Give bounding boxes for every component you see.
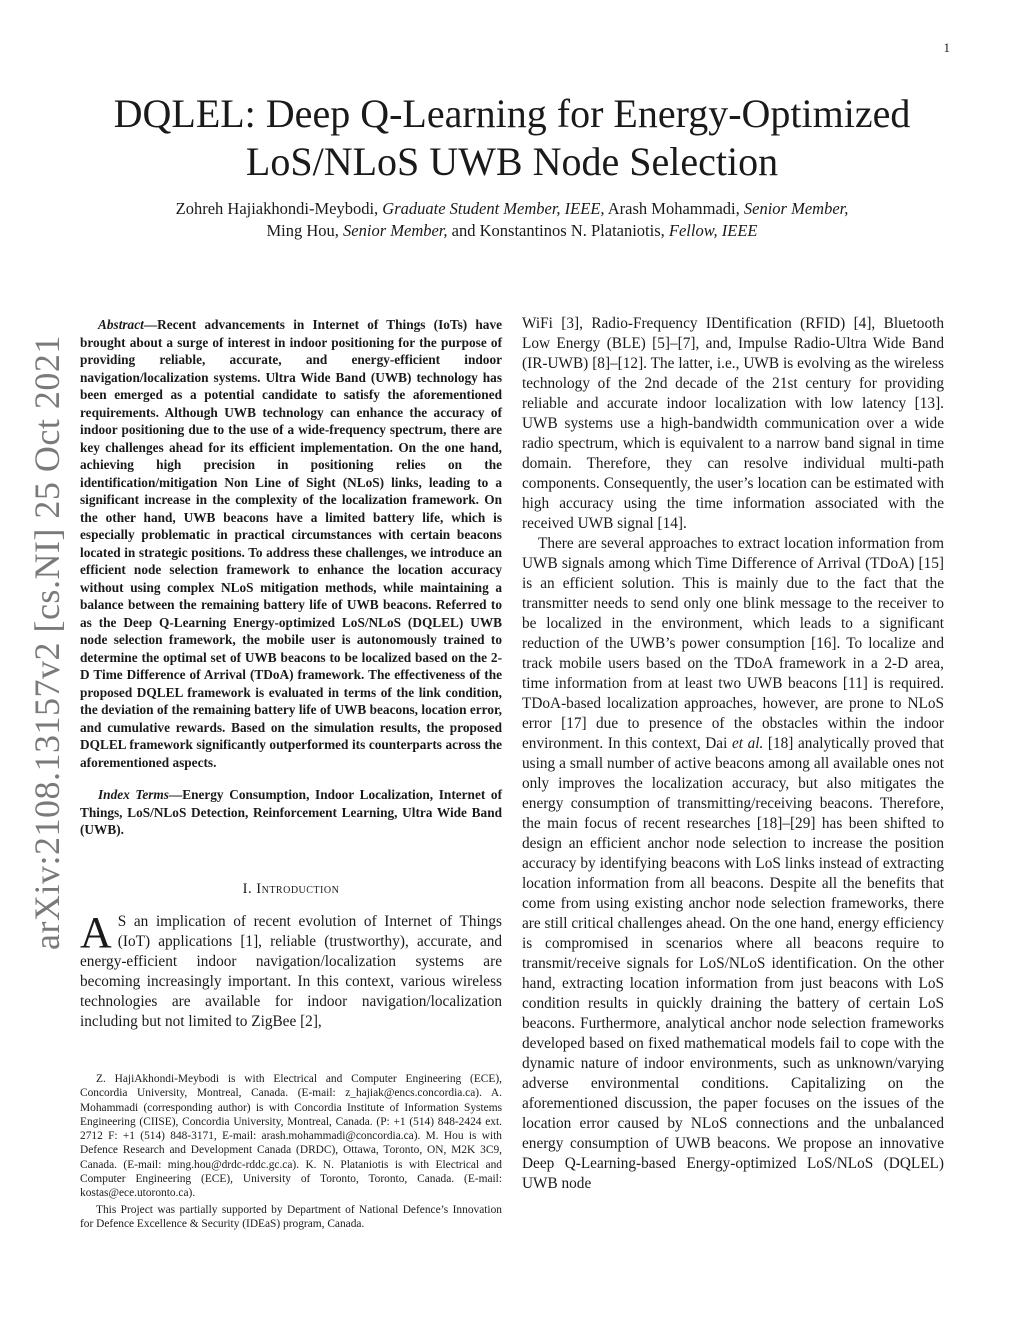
abstract-text: —Recent advancements in Internet of Things (IoTs) have brought about a surge of interest in indoor positioning for the purpose of providing reliable, accurate, and energy-efficient indoor navigation/localization systems. Ultra Wide Band (UWB) technology has been emerged as a potential candidate to satisfy the aforementioned requirements. Although UWB technology can enhance the accuracy of indoor positioning due to the use of a wide-frequency spectrum, there are key challenges ahead for its efficient implementation. On the one hand, achieving high precision in positioning relies on the identification/mitigation Non Line of Sight (NLoS) links, leading to a significant increase in the complexity of the localization framework. On the other hand, UWB beacons have a limited battery life, which is especially problematic in practical circumstances with certain beacons located in strategic positions. To address these challenges, we introduce an efficient node selection framework to enhance the location accuracy without using complex NLoS mitigation methods, while maintaining a balance between the remaining battery life of UWB beacons. Referred to as the Deep Q-Learning Energy-optimized LoS/NLoS (DQLEL) UWB node selection framework, the mobile user is autonomously trained to determine the optimal set of UWB beacons to be localized based on the 2-D Time Difference of Arrival (TDoA) framework. The effectiveness of the proposed DQLEL framework is evaluated in terms of the link condition, the deviation of the remaining battery life of UWB beacons, location error, and cumulative rewards. Based on the simulation results, the proposed DQLEL framework significantly outperformed its counterparts across the aforementioned aspects. [80, 317, 502, 770]
title-line-2: LoS/NLoS UWB Node Selection [245, 139, 779, 184]
left-column [80, 316, 502, 1047]
footnote-funding: This Project was partially supported by Department of National Defence’s Innovation for Defence Excellence & Security (IDEaS) program, Canada. [80, 1203, 502, 1230]
author-list [60, 198, 964, 242]
author-line-1 [60, 198, 964, 220]
body-text-segment: [18] analytically proved that using a small number of active beacons among all available ones not only improves the localization accuracy, but also mitigates the energy consumption of transmitting/receiving beacons. Therefore, the main focus of recent researches [18]–[29] has been shifted to design an efficient anchor node selection to increase the position accuracy by identifying beacons with LoS links instead of extracting location information from all beacons. Despite all the benefits that come from using existing anchor node selection frameworks, there are still critical challenges ahead. On the one hand, energy efficiency is compromised in scenarios where all beacons require to transmit/receive signals for LoS/NLoS identification. On the other hand, extracting location information from just beacons with LoS condition results in quickly draining the battery of certain LoS beacons. Furthermore, analytical anchor node selection frameworks developed based on fixed mathematical models fail to cope with the dynamic nature of indoor environments, such as unknown/varying adverse environmental conditions. Capitalizing on the aforementioned discussion, the paper focuses on the issues of the location error caused by NLoS connections and the unbalanced energy consumption of UWB beacons. We propose an innovative Deep Q-Learning-based Energy-optimized LoS/NLoS (DQLEL) UWB node [522, 735, 944, 1192]
body-text-segment: There are several approaches to extract location information from UWB signals among which Time Difference of Arrival (TDoA) [15] is an efficient solution. This is mainly due to the fact that the transmitter needs to send only one blink message to the receiver to be localized in the environment, which leads to a significant reduction of the UWB’s power consumption [16]. To localize and track mobile users based on the TDoA framework in a 2-D area, time information from at least two UWB beacons [11] is required. TDoA-based localization approaches, however, are prone to NLoS error [17] due to presence of the obstacles within the indoor environment. In this context, Dai [522, 535, 944, 752]
section-heading [80, 881, 502, 898]
abstract-lead: Abstract [98, 317, 144, 332]
arxiv-identifier-watermark: arXiv:2108.13157v2 [cs.NI] 25 Oct 2021 [27, 335, 67, 950]
title-line-1: DQLEL: Deep Q-Learning for Energy-Optimized [113, 91, 911, 136]
body-text-italic: et al. [731, 735, 764, 752]
paper-title [60, 90, 964, 186]
drop-cap: A [80, 907, 112, 957]
body-paragraph-1: WiFi [3], Radio-Frequency IDentification (RFID) [4], Bluetooth Low Energy (BLE) [5]–[7], and, Impulse Radio-Ultra Wide Band (IR-UWB) [8]–[12]. The latter, i.e., UWB is evolving as the wireless technology of the 2nd decade of the 21st century for providing reliable and accurate indoor localization with low latency [13]. UWB systems use a high-bandwidth communication over a wide radio spectrum, which is equivalent to a narrow band signal in time domain. Therefore, they can resolve individual multi-path components. Consequently, the user’s location can be estimated with high accuracy using the time information associated with the received UWB signal [14]. [522, 315, 944, 532]
author-role: Fellow, IEEE [668, 221, 758, 240]
author-name: Ming Hou, [266, 221, 344, 240]
section-number: I. [242, 880, 257, 897]
index-terms-lead: Index Terms [98, 787, 169, 802]
abstract [80, 316, 502, 771]
index-terms-text: —Energy Consumption, Indoor Localization, Internet of Things, LoS/NLoS Detection, Reinforcement Learning, Ultra Wide Band (UWB). [80, 787, 503, 837]
intro-paragraph [80, 907, 502, 1032]
footnote-affiliations: Z. HajiAkhondi-Meybodi is with Electrical and Computer Engineering (ECE), Concordia University, Montreal, Canada. (E-mail: z_hajiak@encs.concordia.ca). A. Mohammadi (corresponding author) is with Concordia Institute of Information Systems Engineering (CIISE), Concordia University, Montreal, Canada. (P: +1 (514) 848-2424 ext. 2712 F: +1 (514) 848-3171, E-mail: arash.mohammadi@concordia.ca). M. Hou is with Defence Research and Development Canada (DRDC), Ottawa, Toronto, ON, M2K 3C9, Canada. (E-mail: ming.hou@drdc-rddc.gc.ca). K. N. Plataniotis is with Electrical and Computer Engineering (ECE), University of Toronto, Toronto, Canada. (E-mail: kostas@ece.utoronto.ca). [80, 1073, 502, 1200]
author-role: Senior Member, [343, 221, 448, 240]
section-title: Introduction [256, 880, 340, 897]
author-role: Senior Member, [743, 199, 849, 218]
body-paragraph-2 [522, 534, 944, 1194]
footnotes [80, 1072, 502, 1231]
intro-text: S an implication of recent evolution of Internet of Things (IoT) applications [1], reliable (trustworthy), accurate, and energy-efficient indoor navigation/localization systems are becoming increasingly important. In this context, various wireless technologies are available for indoor navigation/localization including but not limited to ZigBee [2], [80, 912, 502, 1030]
author-line-2 [60, 220, 964, 242]
index-terms [80, 786, 502, 839]
right-column [522, 314, 944, 1194]
author-name: Arash Mohammadi, [604, 199, 744, 218]
page-number: 1 [943, 40, 950, 55]
author-role: Graduate Student Member, IEEE, [382, 199, 605, 218]
author-name: Zohreh Hajiakhondi-Meybodi, [175, 199, 383, 218]
author-name: and Konstantinos N. Plataniotis, [447, 221, 669, 240]
